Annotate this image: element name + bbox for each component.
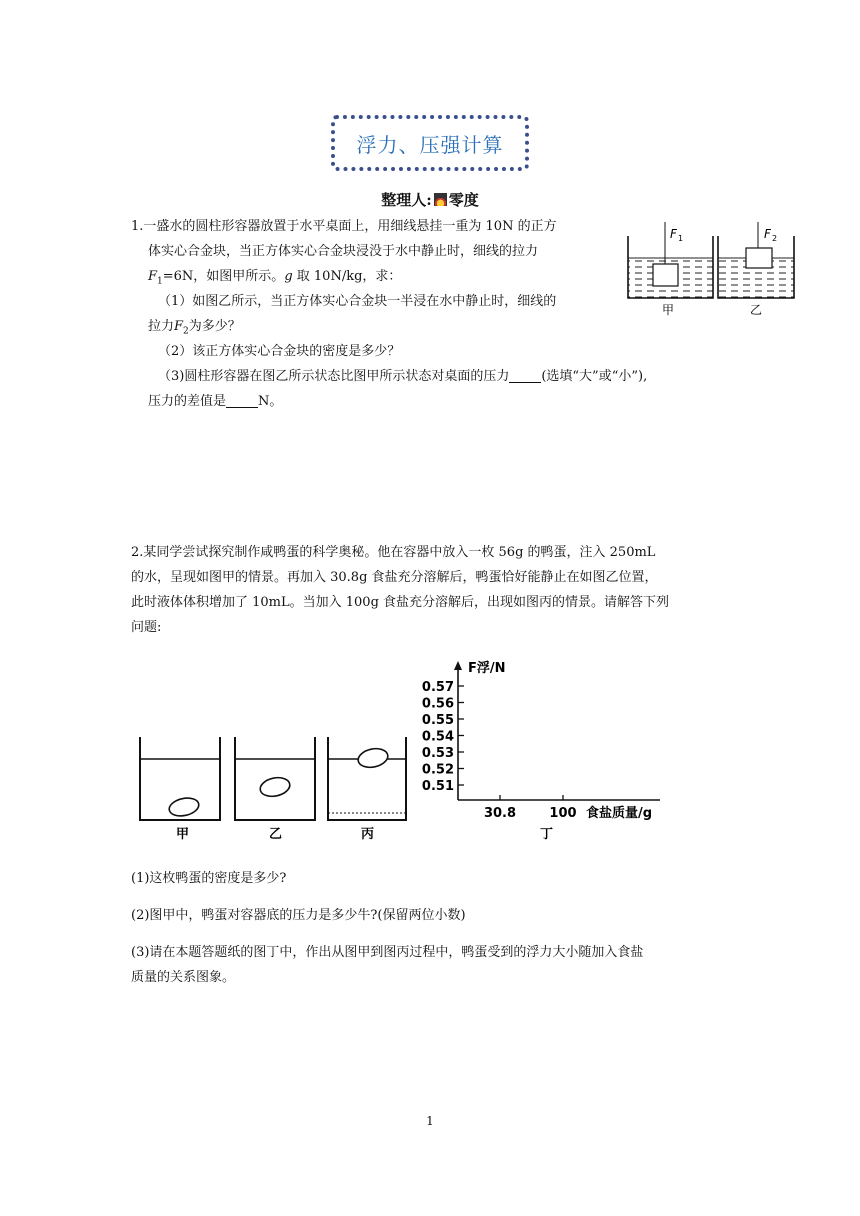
y-tick-label: 0.54 [421, 729, 454, 745]
q1-line8-a: 压力的差值是 [148, 394, 227, 409]
q1-f1-symbol: F [148, 269, 158, 284]
q1-line2: 体实心合金块，当正方体实心合金块浸没于水中静止时，细线的拉力 [148, 244, 539, 259]
q1-line6: （2）该正方体实心合金块的密度是多少？ [158, 344, 401, 359]
page-number: 1 [426, 1114, 434, 1128]
q1-figure [622, 222, 802, 322]
q2-line3: 此时液体体积增加了 10mL。当加入 100g 食盐充分溶解后，出现如图丙的情景。请解答下列 [131, 595, 670, 610]
egg-container-yi [235, 737, 315, 842]
y-tick-label: 0.55 [421, 713, 454, 728]
alloy-block [653, 264, 678, 286]
alloy-block [746, 248, 772, 268]
q1-g-symbol: g [284, 269, 293, 284]
egg-container-jia [140, 737, 220, 842]
q2-line1: 2.某同学尝试探究制作咸鸭蛋的科学奥秘。他在容器中放入一枚 56g 的鸭蛋，注入 250mL [131, 545, 656, 560]
container-jia [628, 222, 713, 317]
q1-line7-b: (选填“大”或“小”), [541, 369, 648, 384]
q1-line4: （1）如图乙所示，当正方体实心合金块一半浸在水中静止时，细线的 [158, 294, 557, 309]
fig-f1: F [670, 227, 677, 241]
fig-label-jia: 甲 [176, 827, 190, 842]
y-axis-label: F浮/N [468, 661, 506, 676]
q1-line7-a: （3)圆柱形容器在图乙所示状态比图甲所示状态对桌面的压力 [158, 369, 510, 384]
q1-line8-b: N。 [258, 394, 283, 409]
graph-ding [422, 660, 660, 842]
duck-egg [356, 746, 389, 770]
q1-line5-a: 拉力 [148, 319, 175, 334]
q1-line8 [148, 390, 282, 415]
container-yi [718, 222, 794, 317]
y-tick-label: 0.57 [421, 680, 454, 695]
y-tick-label: 0.51 [421, 779, 454, 794]
duck-egg [258, 775, 291, 799]
title-box [331, 115, 529, 171]
fig-label-yi: 乙 [269, 827, 283, 842]
organizer-label: 整理人: [381, 191, 432, 209]
x-axis-label: 食盐质量/g [586, 806, 653, 821]
x-tick-label: 100 [549, 806, 577, 821]
q1-f2-sub: 2 [183, 326, 189, 337]
q1-line1: 1.一盛水的圆柱形容器放置于水平桌面上，用细线悬挂一重为 10N 的正方 [131, 219, 557, 234]
duck-egg [168, 796, 201, 819]
page-title: 浮力、压强计算 [356, 132, 504, 157]
q2-line4: 问题: [131, 620, 162, 635]
q1-f1-sub: 1 [157, 276, 163, 287]
q2-sub1: (1)这枚鸭蛋的密度是多少? [131, 871, 287, 886]
q1-line7 [158, 365, 647, 390]
fig-f1-sub: 1 [678, 234, 684, 243]
q1-line5-b: 为多少？ [188, 319, 241, 334]
y-tick-label: 0.53 [421, 746, 454, 761]
q2-sub2: (2)图甲中，鸭蛋对容器底的压力是多少牛?(保留两位小数) [131, 908, 466, 923]
y-axis-arrow [454, 661, 462, 670]
fig-label-jia: 甲 [662, 303, 675, 317]
answer-blank [226, 393, 258, 408]
q1-line3-c: 取 10N/kg，求： [292, 269, 402, 284]
q2-line2: 的水，呈现如图甲的情景。再加入 30.8g 食盐充分溶解后，鸭蛋恰好能静止在如图乙位置， [131, 570, 658, 585]
q2-figure [130, 655, 690, 845]
fig-label-ding: 丁 [540, 827, 554, 842]
fig-f2-sub: 2 [772, 234, 778, 243]
q1-line3-b: =6N，如图甲所示。 [162, 269, 285, 284]
organizer-line [0, 189, 860, 210]
fig-label-bing: 丙 [361, 827, 375, 842]
q2-sub3-a: (3)请在本题答题纸的图丁中，作出从图甲到图丙过程中，鸭蛋受到的浮力大小随加入食盐 [131, 945, 644, 960]
x-tick-label: 30.8 [483, 806, 517, 821]
y-tick-label: 0.56 [421, 696, 454, 712]
sun-icon [434, 193, 447, 206]
q2-sub3-b: 质量的关系图象。 [131, 970, 236, 985]
organizer-name: 零度 [448, 191, 479, 209]
fig-label-yi: 乙 [750, 303, 763, 317]
egg-container-bing [328, 737, 406, 842]
answer-blank [509, 368, 541, 383]
fig-f2: F [764, 227, 771, 241]
q1-f2-symbol: F [174, 319, 184, 334]
y-tick-label: 0.52 [421, 762, 454, 778]
